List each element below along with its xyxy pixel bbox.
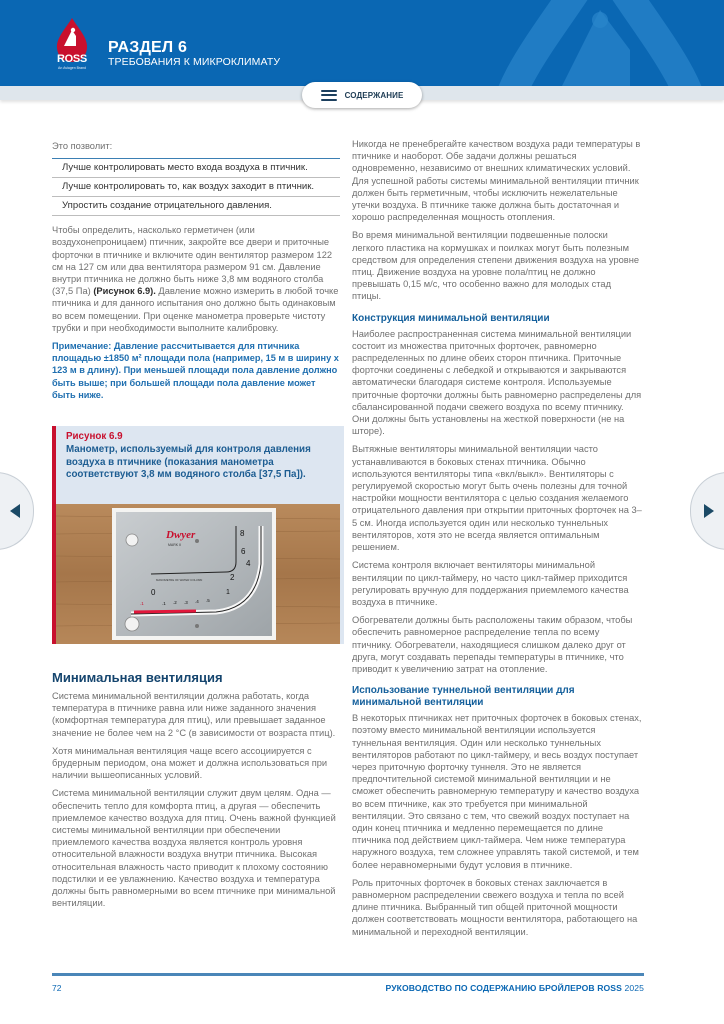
paragraph bbox=[52, 224, 340, 334]
section-title: РАЗДЕЛ 6 bbox=[108, 39, 188, 56]
figure-6-9 bbox=[52, 426, 344, 644]
footer-title-text: РУКОВОДСТВО ПО СОДЕРЖАНИЮ БРОЙЛЕРОВ ROSS bbox=[385, 983, 622, 993]
gauge-tick-label: 6 bbox=[241, 547, 246, 556]
gauge-tick-label: .1 bbox=[140, 601, 144, 606]
footer-year: 2025 bbox=[624, 983, 644, 993]
gauge-tick-label: 2 bbox=[230, 573, 235, 582]
triangle-left-icon bbox=[10, 504, 20, 518]
heading-tunnel-ventilation: Использование туннельной вентиляции для минимальной вентиляции bbox=[352, 685, 575, 709]
heading-minimum-ventilation: Минимальная вентиляция bbox=[52, 670, 223, 685]
gauge-tick-label: 0 bbox=[151, 588, 156, 597]
figure-label: Рисунок 6.9 bbox=[66, 431, 123, 442]
paragraph: Во время минимальной вентиляции подвешенные полоски легкого пластика на кормушках и поилках могут быть полезным средством для определения степени движения воздуха на уровне птиц. Движение воздуха на уровне пола/птиц не должно превышать 0,15 м/с, что особенно важно для молодых стад птицы. bbox=[352, 230, 640, 302]
toc-label: СОДЕРЖАНИЕ bbox=[344, 90, 404, 100]
gauge-tick-label: 1 bbox=[226, 589, 230, 596]
paragraph: Хотя минимальная вентиляция чаще всего ассоциируется с брудерным периодом, она может и должна использоваться при наличии вышеописанных условий. bbox=[52, 745, 328, 781]
page-number: 72 bbox=[52, 983, 62, 993]
logo-text: ROSS bbox=[57, 53, 87, 65]
gauge-model: MARK II bbox=[168, 543, 182, 547]
figure-caption: Манометр, используемый для контроля давления воздуха в птичнике (показания манометра соответствуют 3,8 мм водяного столба [37,5 Па]). bbox=[66, 444, 311, 481]
gauge-tick-label: .4 bbox=[195, 599, 199, 604]
left-column-bottom bbox=[52, 690, 340, 915]
figure-reference-link[interactable]: (Рисунок 6.9). bbox=[93, 286, 156, 297]
gauge-brand: Dwyer bbox=[166, 529, 196, 541]
gauge-tick-label: .2 bbox=[173, 600, 177, 605]
previous-page-button[interactable] bbox=[0, 472, 34, 550]
gauge-tick-label: .1 bbox=[162, 601, 166, 606]
paragraph-text: Давление можно измерить в любой точке птичника и для данного испытания оно должно быть одинаковым во всем помещении. При оценке манометра проверьте чистоту трубки и при необходимости выполните калибровку. bbox=[52, 286, 339, 333]
paragraph: Наиболее распространенная система минимальной вентиляции состоит из множества приточных форточек, равномерно распределенных по длине обеих сторон птичника. Приточные форточки соединены с лебедкой и открываются и закрываются автоматически благодаря системе контроля. Используемые приточные форточки должны быть равномерно распределены для сбалансированной подачи свежего воздуха по всему птичнику. Они должны быть установлены на жесткой поверхности (не на шторе). bbox=[352, 328, 642, 437]
list-item: Упростить создание отрицательного давления. bbox=[52, 197, 340, 216]
ross-watermark-icon bbox=[480, 0, 720, 86]
right-column bbox=[352, 138, 642, 944]
paragraph-text: Чтобы определить, насколько герметичен (или воздухонепроницаем) птичник, закройте все двери и приточные форточки в птичнике и включите один вентилятор размером 122 см на 127 см или два вентилятора размером 91 см. Давление внутри птичника не должно быть ниже 3,8 мм водяного столба (37,5 Па) bbox=[52, 225, 333, 297]
page-header bbox=[0, 0, 724, 86]
list-item: Лучше контролировать место входа воздуха в птичник. bbox=[52, 159, 340, 178]
paragraph: Обогреватели должны быть расположены таким образом, чтобы обеспечить равномерное распределение тепла по всему птичнику. Обогреватели, находящиеся слишком далеко друг от друга, могут создавать перепады температуры в птичнике, что приводит к увеличению затрат на отопление. bbox=[352, 615, 633, 674]
gauge-tick-label: .3 bbox=[184, 600, 188, 605]
left-column-top bbox=[52, 140, 340, 407]
footer-title bbox=[386, 983, 644, 993]
logo-subtext: An Aviagen Brand bbox=[58, 66, 86, 70]
paragraph: Роль приточных форточек в боковых стенах заключается в равномерном распределении свежего воздуха и тепла по всей длине птичника. Выбранный тип общей приточной мощности должен соответствовать мощности вентилятора, работающего на минимальной и переходной вентиляции. bbox=[352, 877, 638, 937]
list-item: Лучше контролировать то, как воздух заходит в птичник. bbox=[52, 178, 340, 197]
next-page-button[interactable] bbox=[690, 472, 724, 550]
paragraph: Никогда не пренебрегайте качеством воздуха ради температуры в птичнике и наоборот. Обе задачи должны решаться одновременно, независимо от внешних климатических условий. Для успешной работы системы минимальной вентиляции птичник должен быть герметичным, чтобы исключить нежелательные утечки воздуха. В птичнике также должна быть достаточная и хорошо распределенная мощность отопления. bbox=[352, 139, 641, 223]
intro-text: Это позволит: bbox=[52, 141, 113, 151]
gauge-tick-label: .5 bbox=[206, 598, 210, 603]
paragraph: В некоторых птичниках нет приточных форточек в боковых стенах, поэтому вместо минимальной вентиляции используется туннельная вентиляция. Один или несколько туннельных вентиляторов работают по цикл-таймеру, и весь воздух поступает через приточную форточку туннеля. Это не является предпочтительной системой минимальной вентиляции и не сможет обеспечить равномерную температуру и качество воздуха во всем птичнике, как это требуется при минимальной вентиляции. Это связано с тем, что свежий воздух поступает на один конец птичника и медленно перемещается по длине птичника под действием цикл-таймера. Чем ниже температура наружного воздуха, тем сложнее управлять такой системой, и тем более неравномерными будут условия в птичнике. bbox=[352, 713, 642, 870]
gauge-tick-label: 8 bbox=[240, 529, 245, 538]
footer-divider bbox=[52, 973, 644, 976]
triangle-right-icon bbox=[704, 504, 714, 518]
heading-ventilation-design: Конструкция минимальной вентиляции bbox=[352, 312, 550, 324]
paragraph: Система минимальной вентиляции служит двум целям. Одна — обеспечить тепло для комфорта птиц, а другая — обеспечить приемлемое качество воздуха для птиц. Очень важной функцией системы минимальной вентиляции при обеспечении приемлемого качества воздуха является контроль уровня относительной влажности воздуха внутри птичника. Высокая относительная влажность часто приводит к плохому состоянию подстилки и ее увлажнению. Качество воздуха и температура должны быть равномерными во всем птичнике при минимальной вентиляции. bbox=[52, 788, 336, 909]
gauge-scale-label: MANOMETRE OF WATER COLUMN bbox=[156, 578, 203, 582]
benefits-list bbox=[52, 158, 340, 216]
paragraph: Система минимальной вентиляции должна работать, когда температура в птичнике равна или ниже заданного значения (комфортная температура для птиц), или превышает заданное значение не более чем на 2 °C (в зависимости от возраста птиц). bbox=[52, 691, 336, 738]
table-of-contents-button[interactable] bbox=[302, 82, 422, 108]
section-subtitle: ТРЕБОВАНИЯ К МИКРОКЛИМАТУ bbox=[108, 56, 281, 68]
gauge-tick-label: 4 bbox=[246, 559, 251, 568]
paragraph: Система контроля включает вентиляторы минимальной вентиляции по цикл-таймеру, но часто цикл-таймер приходится регулировать вручную для поддержания приемлемого качества воздуха в птичнике. bbox=[352, 560, 629, 607]
paragraph: Вытяжные вентиляторы минимальной вентиляции часто устанавливаются в боковых стенах птичника. Обычно используются вентиляторы типа «вкл/выкл». Вентиляторы с регулируемой скоростью могут быть очень полезны для точной настройки мощности вентилятора с целью создания желаемого отрицательного давления при открытии приточных форточек на 3–5 см. Иногда используется один или несколько туннельных вентиляторов, хотя это не всегда является оптимальным решением. bbox=[352, 444, 642, 553]
hamburger-menu-icon bbox=[321, 90, 337, 101]
manometer-photo bbox=[56, 504, 340, 644]
note: Примечание: Давление рассчитывается для птичника площадью ±1850 м² площади пола (например, 15 м в ширину x 123 м в длину). При меньшей площади пола давление должно быть выше; при большей площади пола давление может быть ниже. bbox=[52, 341, 339, 400]
